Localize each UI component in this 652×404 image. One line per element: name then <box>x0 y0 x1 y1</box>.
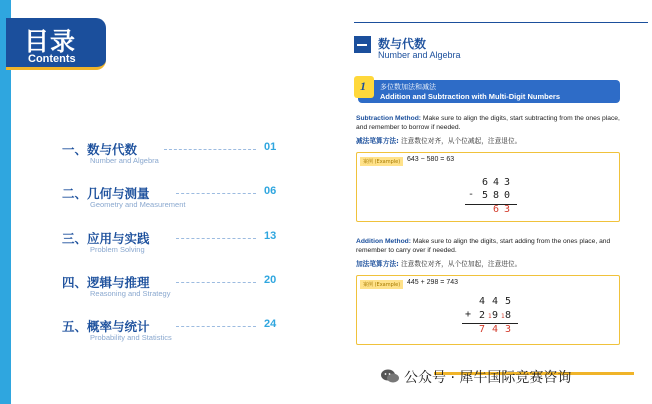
top-digit: 3 <box>504 177 511 188</box>
example-equation: 445 + 298 = 743 <box>407 279 458 286</box>
chapter-title-en: Number and Algebra <box>378 50 461 60</box>
addition-method-text <box>356 237 626 255</box>
subtraction-label-cn: 减法笔算方法: <box>356 137 399 145</box>
operator: - <box>468 189 475 200</box>
toc-leader <box>176 238 256 239</box>
addition-label-cn: 加法笔算方法: <box>356 260 399 268</box>
toc-page-number: 13 <box>264 230 277 242</box>
example-tag: 案例 (Example) <box>360 280 403 289</box>
toc-page-number: 06 <box>264 185 277 197</box>
toc-item[interactable] <box>62 184 282 220</box>
subtraction-label: Subtraction Method: <box>356 115 422 122</box>
bottom-digit: 5 <box>482 190 489 201</box>
top-digit: 5 <box>505 296 512 307</box>
result-digit: 3 <box>504 204 511 215</box>
toc-item-en: Problem Solving <box>90 245 145 254</box>
bottom-digit: 0 <box>504 190 511 201</box>
subtraction-method-text <box>356 114 626 132</box>
toc-leader <box>176 282 256 283</box>
toc-item-cn: 三、应用与实践 <box>62 231 150 246</box>
toc-item[interactable] <box>62 229 282 265</box>
example-equation: 643 − 580 = 63 <box>407 156 455 163</box>
addition-label: Addition Method: <box>356 238 411 245</box>
bottom-digit: 2 <box>479 310 486 321</box>
toc-page-number: 20 <box>264 274 277 286</box>
toc-item[interactable] <box>62 317 282 353</box>
toc-leader <box>164 149 256 150</box>
result-digit: 3 <box>505 324 512 335</box>
section-number: 1 <box>360 79 366 93</box>
top-digit: 4 <box>479 296 486 307</box>
toc-item[interactable] <box>62 273 282 309</box>
toc-item-cn: 一、数与代数 <box>62 142 138 157</box>
section-title-cn: 多位数加法和减法 <box>380 83 436 91</box>
wechat-icon <box>380 368 400 384</box>
chapter-title-cn: 数与代数 <box>378 37 427 51</box>
content-page <box>326 0 652 404</box>
contents-title-cn: 目录 <box>24 27 77 56</box>
result-digit: 6 <box>493 204 500 215</box>
addition-body: Make sure to align the digits, start adding from the ones place, and remember to carry over if needed. <box>356 238 611 254</box>
section-title-en: Addition and Subtraction with Multi-Digit Numbers <box>380 92 560 101</box>
result-digit: 7 <box>479 324 486 335</box>
toc-item-cn: 五、概率与统计 <box>62 319 150 334</box>
toc-item-en: Reasoning and Strategy <box>90 289 171 298</box>
addition-method-cn <box>356 258 521 268</box>
carry-digit: 1 <box>488 313 492 320</box>
watermark-text: 公众号 · 犀牛国际竞赛咨询 <box>404 370 572 386</box>
top-digit: 4 <box>492 296 499 307</box>
example-tag: 案例 (Example) <box>360 157 403 166</box>
result-digit: 4 <box>492 324 499 335</box>
toc-page-number: 24 <box>264 318 277 330</box>
toc-item-en: Probability and Statistics <box>90 333 172 342</box>
toc-item[interactable] <box>62 140 282 176</box>
addition-body-cn: 注意数位对齐，从个位加起，注意进位。 <box>400 260 522 268</box>
top-digit: 6 <box>482 177 489 188</box>
toc-item-cn: 二、几何与测量 <box>62 186 150 201</box>
bottom-digit: 9 <box>492 310 499 321</box>
top-rule <box>354 22 648 23</box>
toc-item-cn: 四、逻辑与推理 <box>62 275 150 290</box>
subtraction-example <box>356 152 620 222</box>
toc-item-en: Geometry and Measurement <box>90 200 186 209</box>
toc-item-en: Number and Algebra <box>90 156 159 165</box>
bottom-digit: 8 <box>505 310 512 321</box>
subtraction-body-cn: 注意数位对齐，从个位减起，注意退位。 <box>400 137 522 145</box>
addition-example <box>356 275 620 345</box>
subtraction-body: Make sure to align the digits, start subtracting from the ones place, and remember to borrow if needed. <box>356 115 620 131</box>
carry-digit: 1 <box>501 313 505 320</box>
contents-title-en: Contents <box>28 53 76 65</box>
chapter-marker-dash <box>357 44 367 46</box>
toc-page-number: 01 <box>264 141 277 153</box>
top-digit: 4 <box>493 177 500 188</box>
toc-leader <box>176 326 256 327</box>
toc-leader <box>176 193 256 194</box>
subtraction-method-cn <box>356 135 521 145</box>
bottom-digit: 8 <box>493 190 500 201</box>
operator: + <box>465 309 472 320</box>
